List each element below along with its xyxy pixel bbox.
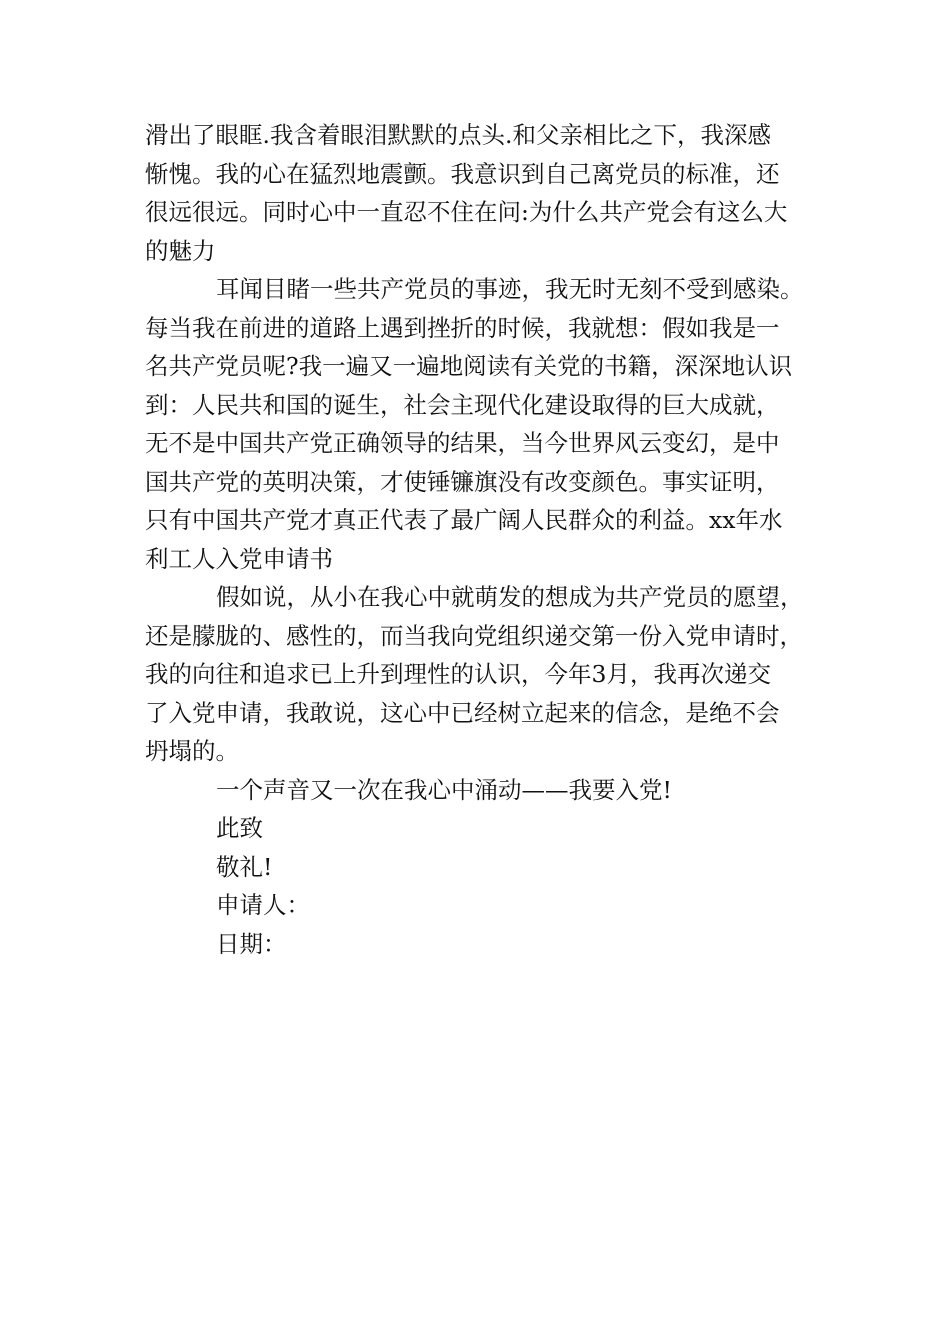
- text-line: 利工人入党申请书: [145, 544, 333, 573]
- closing-declaration: 一个声音又一次在我心中涌动——我要入党!: [216, 775, 672, 804]
- document-body: [145, 116, 810, 963]
- salutation-jingli: 敬礼!: [216, 852, 273, 881]
- text-line: 我的向往和追求已上升到理性的认识，今年3月，我再次递交: [145, 660, 771, 688]
- paragraph-start-line: 耳闻目睹一些共产党员的事迹，我无时无刻不受到感染。: [216, 275, 804, 303]
- text-line: 了入党申请，我敢说，这心中已经树立起来的信念，是绝不会: [145, 698, 780, 727]
- text-line: 国共产党的英明决策，才使锤镰旗没有改变颜色。事实证明，: [145, 467, 780, 496]
- salutation-cizhi: 此致: [216, 814, 263, 842]
- text-line: 很远很远。同时心中一直忍不住在问:为什么共产党会有这么大: [145, 198, 788, 226]
- text-line: 到：人民共和国的诞生，社会主现代化建设取得的巨大成就，: [145, 390, 780, 419]
- text-line: 坍塌的。: [145, 737, 239, 765]
- text-line: 名共产党员呢?我一遍又一遍地阅读有关党的书籍，深深地认识: [145, 352, 793, 380]
- text-line: 只有中国共产党才真正代表了最广阔人民群众的利益。xx年水: [145, 506, 783, 534]
- paragraph-start-line: 假如说，从小在我心中就萌发的想成为共产党员的愿望，: [216, 583, 804, 611]
- applicant-label: 申请人：: [216, 891, 310, 919]
- text-line: 每当我在前进的道路上遇到挫折的时候，我就想：假如我是一: [145, 313, 780, 342]
- date-label: 日期：: [216, 929, 287, 958]
- text-line: 的魅力: [145, 236, 216, 265]
- text-line: 无不是中国共产党正确领导的结果，当今世界风云变幻，是中: [145, 429, 780, 457]
- text-line: 惭愧。我的心在猛烈地震颤。我意识到自己离党员的标准，还: [145, 159, 780, 188]
- text-line: 还是朦胧的、感性的，而当我向党组织递交第一份入党申请时，: [145, 621, 803, 650]
- text-line: 滑出了眼眶.我含着眼泪默默的点头.和父亲相比之下，我深感: [145, 121, 771, 149]
